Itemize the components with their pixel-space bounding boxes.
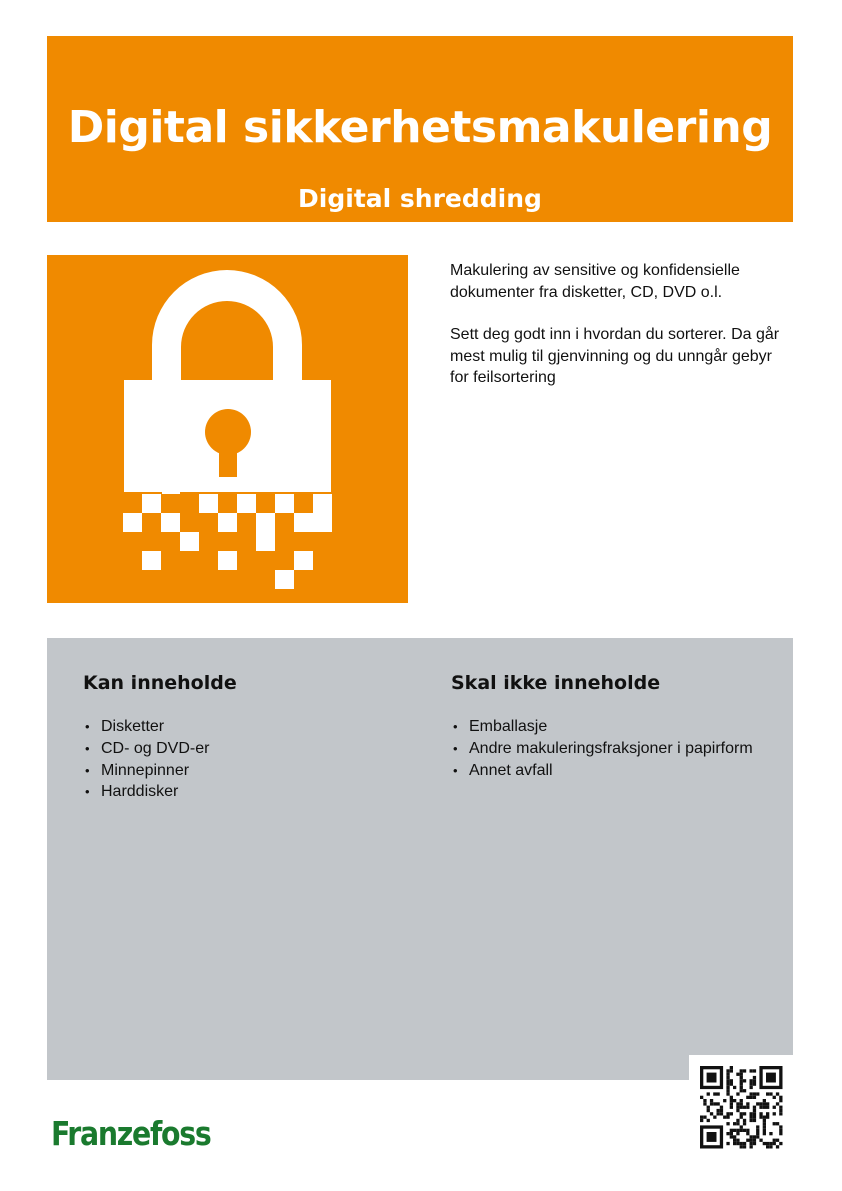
list-item: • Disketter xyxy=(83,716,403,738)
intro-text xyxy=(450,260,795,410)
qr-code xyxy=(689,1055,793,1159)
page-subtitle: Digital shredding xyxy=(298,184,542,213)
page-title: Digital sikkerhetsmakulering xyxy=(67,102,773,153)
intro-paragraph-2: Sett deg godt inn i hvordan du sorterer. Da går mest mulig til gjenvinning og du unngår gebyr for feilsortering xyxy=(450,326,780,386)
list-item: • CD- og DVD-er xyxy=(83,738,403,760)
list-item: • Emballasje xyxy=(451,716,766,738)
padlock-shredded-icon xyxy=(47,255,408,603)
contents-panel xyxy=(47,638,793,1080)
list-item: • Minnepinner xyxy=(83,760,403,782)
cannot-contain-heading: Skal ikke inneholde xyxy=(451,672,661,694)
can-contain-list xyxy=(83,716,403,803)
title-banner xyxy=(47,36,793,222)
can-contain-heading: Kan inneholde xyxy=(83,672,237,694)
cannot-contain-column xyxy=(451,672,766,781)
list-item: • Annet avfall xyxy=(451,760,766,782)
can-contain-column xyxy=(83,672,403,803)
brand-logo: Franzefoss xyxy=(51,1114,211,1153)
list-item: • Andre makuleringsfraksjoner i papirform xyxy=(451,738,766,760)
cannot-contain-list xyxy=(451,716,766,781)
list-item: • Harddisker xyxy=(83,781,403,803)
intro-paragraph-1: Makulering av sensitive og konfidensielle dokumenter fra disketter, CD, DVD o.l. xyxy=(450,262,740,301)
